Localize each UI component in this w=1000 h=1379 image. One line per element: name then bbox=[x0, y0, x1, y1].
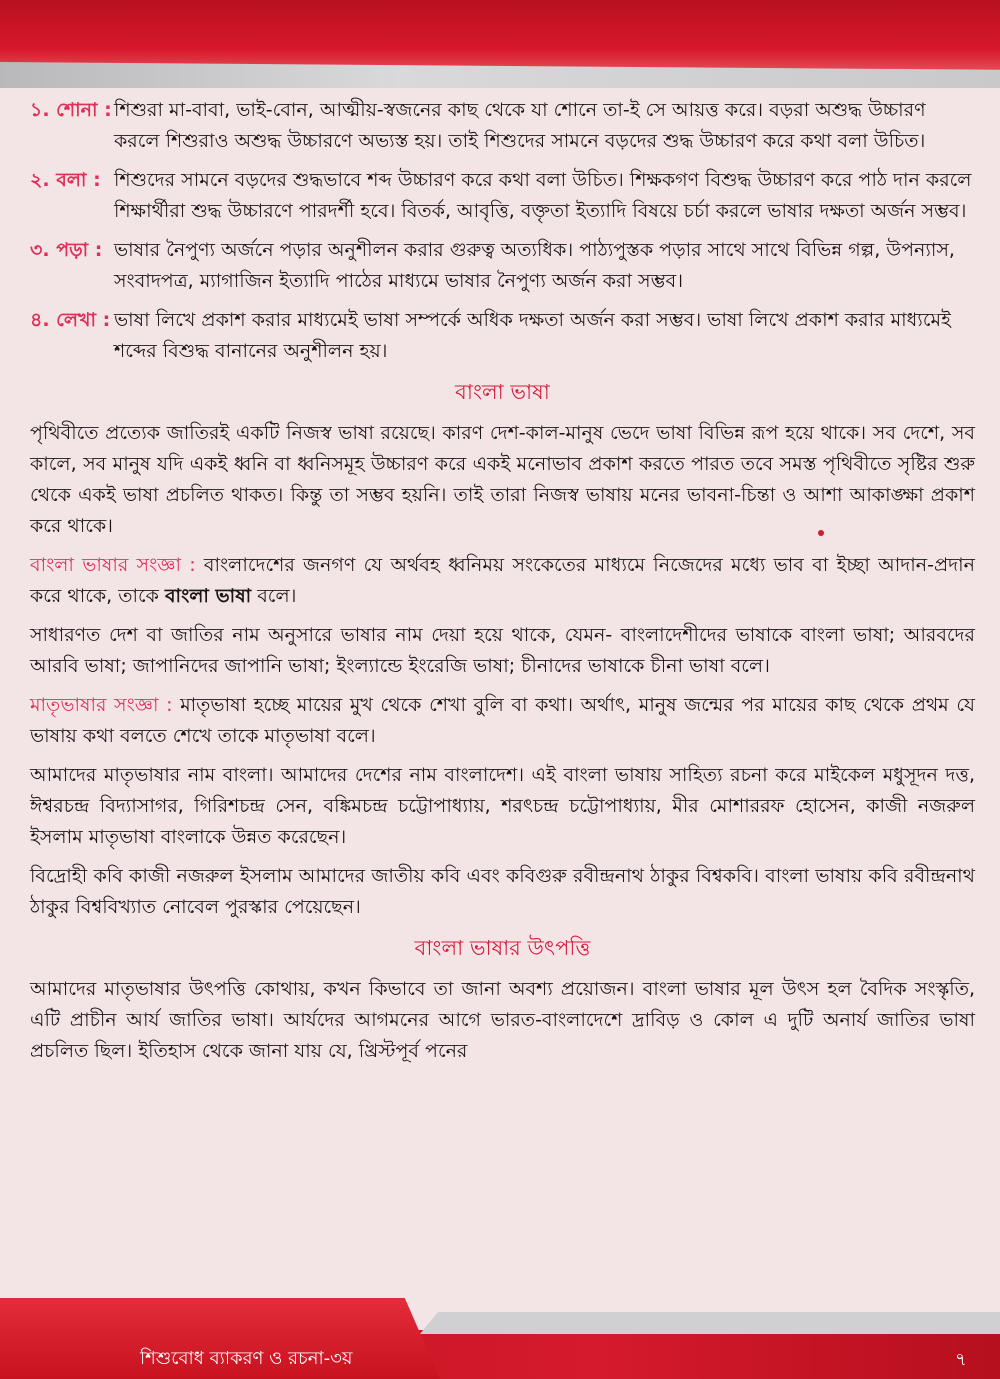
item-number: ৪. bbox=[30, 309, 50, 331]
list-item-listening: ১. শোনা : শিশুরা মা-বাবা, ভাই-বোন, আত্মীয়-স্বজনের কাছ থেকে যা শোনে তা-ই সে আয়ত্ত করে। বড়রা অশুদ্ধ উচ্চারণ করলে শিশুরাও অশুদ্ধ উচ্চারণে অভ্যস্ত হয়। তাই শিশুদের সামনে বড়দের শুদ্ধ উচ্চারণ করে কথা বলা উচিত। bbox=[30, 99, 926, 152]
section-heading-bangla-bhasha: বাংলা ভাষা bbox=[455, 380, 550, 404]
mother-tongue-term: মাতৃভাষার সংজ্ঞা : bbox=[30, 694, 173, 716]
decorative-dot bbox=[818, 530, 824, 536]
item-term: বলা bbox=[56, 169, 87, 191]
mother-tongue-writers-paragraph: আমাদের মাতৃভাষার নাম বাংলা। আমাদের দেশের নাম বাংলাদেশ। এই বাংলা ভাষায় সাহিত্য রচনা করে মাইকেল মধুসূদন দত্ত, ঈশ্বরচন্দ্র বিদ্যাসাগর, গিরিশচন্দ্র সেন, বঙ্কিমচন্দ্র চট্টোপাধ্যায়, শরৎচন্দ্র চট্টোপাধ্যায়, মীর মোশাররফ হোসেন, কাজী নজরুল ইসলাম মাতৃভাষা বাংলাকে উন্নত করেছেন। bbox=[30, 764, 975, 848]
item-term: লেখা bbox=[56, 309, 97, 331]
item-term: শোনা bbox=[56, 99, 98, 121]
footer-gray-stripe bbox=[420, 1312, 1000, 1334]
mother-tongue-text: মাতৃভাষা হচ্ছে মায়ের মুখ থেকে শেখা বুলি বা কথা। অর্থাৎ, মানুষ জন্মের পর মায়ের কাছ থেকে প্রথম যে ভাষায় কথা বলতে শেখে তাকে মাতৃভাষা বলে। bbox=[30, 694, 976, 747]
item-number: ২. bbox=[30, 169, 50, 191]
list-item-writing: ৪. লেখা : ভাষা লিখে প্রকাশ করার মাধ্যমেই ভাষা সম্পর্কে অধিক দক্ষতা অর্জন করা সম্ভব। ভাষা লিখে প্রকাশ করার মাধ্যমেই শব্দের বিশুদ্ধ বানানের অনুশীলন হয়। bbox=[30, 309, 951, 362]
top-red-band bbox=[0, 0, 1000, 70]
poets-paragraph: বিদ্রোহী কবি কাজী নজরুল ইসলাম আমাদের জাতীয় কবি এবং কবিগুরু রবীন্দ্রনাথ ঠাকুর বিশ্বকবি। বাংলা ভাষায় কবি রবীন্দ্রনাথ ঠাকুর বিশ্ববিখ্যাত নোবেল পুরস্কার পেয়েছেন। bbox=[30, 865, 975, 918]
item-number: ৩. bbox=[30, 239, 50, 261]
list-item-reading: ৩. পড়া : ভাষার নৈপুণ্য অর্জনে পড়ার অনুশীলন করার গুরুত্ব অত্যধিক। পাঠ্যপুস্তক পড়ার সাথে সাথে বিভিন্ন গল্প, উপন্যাস, সংবাদপত্র, ম্যাগাজিন ইত্যাদি পাঠের মাধ্যমে ভাষার নৈপুণ্য অর্জন করা সম্ভব। bbox=[30, 239, 955, 292]
definition-text: বাংলাদেশের জনগণ যে অর্থবহ ধ্বনিময় সংকেতের মাধ্যমে নিজেদের মধ্যে ভাব বা ইচ্ছা আদান-প্রদান করে থাকে, তাকে bbox=[30, 554, 975, 607]
definition-bold-term: বাংলা ভাষা bbox=[164, 585, 252, 607]
item-text: শিশুদের সামনে বড়দের শুদ্ধভাবে শব্দ উচ্চারণ করে কথা বলা উচিত। শিক্ষকগণ বিশুদ্ধ উচ্চারণ করে পাঠ দান করলে শিক্ষার্থীরা শুদ্ধ উচ্চারণে পারদর্শী হবে। বিতর্ক, আবৃত্তি, বক্তৃতা ইত্যাদি বিষয়ে চর্চা করলে ভাষার দক্ষতা অর্জন সম্ভব। bbox=[114, 169, 972, 222]
definition-paragraph bbox=[30, 550, 975, 612]
item-term: পড়া bbox=[56, 239, 89, 261]
origin-paragraph: আমাদের মাতৃভাষার উৎপত্তি কোথায়, কখন কিভাবে তা জানা অবশ্য প্রয়োজন। বাংলা ভাষার মূল উৎস হল বৈদিক সংস্কৃতি, এটি প্রাচীন আর্য জাতির ভাষা। আর্যদের আগমনের আগে ভারত-বাংলাদেশে দ্রাবিড় ও কোল এ দুটি অনার্য জাতির ভাষা প্রচলিত ছিল। ইতিহাস থেকে জানা যায় যে, খ্রিস্টপূর্ব পনের bbox=[30, 978, 975, 1062]
item-number: ১. bbox=[30, 99, 50, 121]
intro-paragraph: পৃথিবীতে প্রত্যেক জাতিরই একটি নিজস্ব ভাষা রয়েছে। কারণ দেশ-কাল-মানুষ ভেদে ভাষা বিভিন্ন রূপ হয়ে থাকে। সব দেশে, সব কালে, সব মানুষ যদি একই ধ্বনি বা ধ্বনিসমূহ উচ্চারণ করে একই মনোভাব প্রকাশ করতে পারত তবে সমস্ত পৃথিবীতে সৃষ্টির শুরু থেকে একই ভাষা প্রচলিত থাকত। কিন্তু তা সম্ভব হয়নি। তাই তারা নিজস্ব ভাষায় মনের ভাবনা-চিন্তা ও আশা আকাঙ্ক্ষা প্রকাশ করে থাকে। bbox=[30, 422, 975, 537]
page-content bbox=[30, 95, 975, 1075]
item-text: শিশুরা মা-বাবা, ভাই-বোন, আত্মীয়-স্বজনের কাছ থেকে যা শোনে তা-ই সে আয়ত্ত করে। বড়রা অশুদ্ধ উচ্চারণ করলে শিশুরাও অশুদ্ধ উচ্চারণে অভ্যস্ত হয়। তাই শিশুদের সামনে বড়দের শুদ্ধ উচ্চারণ করে কথা বলা উচিত। bbox=[114, 99, 926, 152]
naming-paragraph: সাধারণত দেশ বা জাতির নাম অনুসারে ভাষার নাম দেয়া হয়ে থাকে, যেমন- বাংলাদেশীদের ভাষাকে বাংলা ভাষা; আরবদের আরবি ভাষা; জাপানিদের জাপানি ভাষা; ইংল্যান্ডে ইংরেজি ভাষা; চীনাদের ভাষাকে চীনা ভাষা বলে। bbox=[30, 624, 975, 677]
item-text: ভাষার নৈপুণ্য অর্জনে পড়ার অনুশীলন করার গুরুত্ব অত্যধিক। পাঠ্যপুস্তক পড়ার সাথে সাথে বিভিন্ন গল্প, উপন্যাস, সংবাদপত্র, ম্যাগাজিন ইত্যাদি পাঠের মাধ্যমে ভাষার নৈপুণ্য অর্জন করা সম্ভব। bbox=[114, 239, 955, 292]
section-heading-origin: বাংলা ভাষার উৎপত্তি bbox=[414, 936, 591, 960]
page-number: ৭ bbox=[955, 1349, 967, 1370]
item-text: ভাষা লিখে প্রকাশ করার মাধ্যমেই ভাষা সম্পর্কে অধিক দক্ষতা অর্জন করা সম্ভব। ভাষা লিখে প্রকাশ করার মাধ্যমেই শব্দের বিশুদ্ধ বানানের অনুশীলন হয়। bbox=[114, 309, 951, 362]
book-title: শিশুবোধ ব্যাকরণ ও রচনা-৩য় bbox=[140, 1348, 353, 1369]
definition-term: বাংলা ভাষার সংজ্ঞা : bbox=[30, 554, 196, 576]
definition-end: বলে। bbox=[257, 585, 297, 607]
mother-tongue-paragraph bbox=[30, 690, 975, 752]
list-item-speaking: ২. বলা : শিশুদের সামনে বড়দের শুদ্ধভাবে শব্দ উচ্চারণ করে কথা বলা উচিত। শিক্ষকগণ বিশুদ্ধ উচ্চারণ করে পাঠ দান করলে শিক্ষার্থীরা শুদ্ধ উচ্চারণে পারদর্শী হবে। বিতর্ক, আবৃত্তি, বক্তৃতা ইত্যাদি বিষয়ে চর্চা করলে ভাষার দক্ষতা অর্জন সম্ভব। bbox=[30, 169, 972, 222]
